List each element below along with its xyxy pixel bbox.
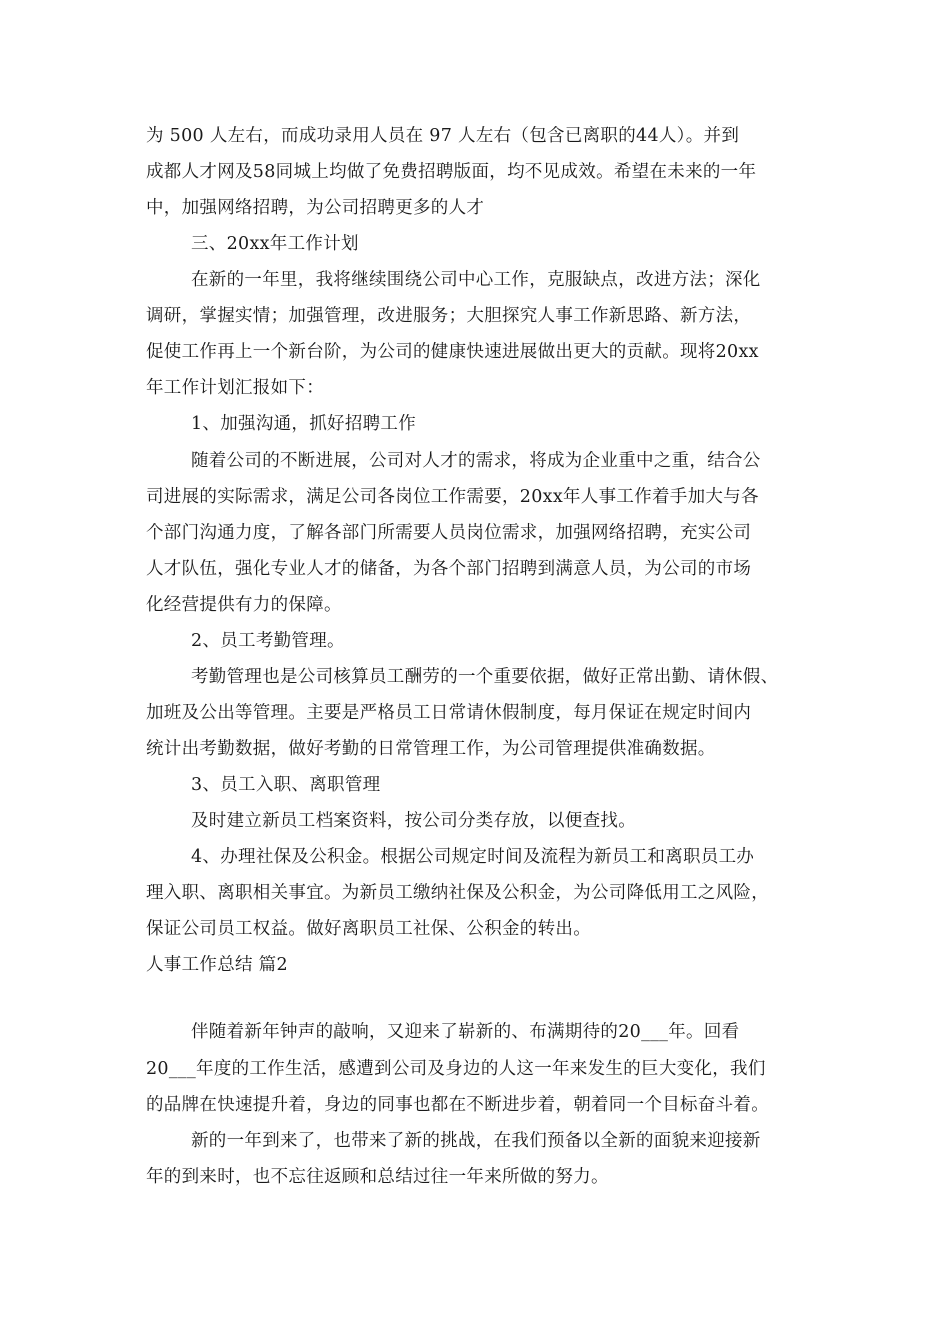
text-line: 为 500 人左右，而成功录用人员在 97 人左右（包含已离职的44人）。并到 xyxy=(146,126,740,146)
text-line: 新的一年到来了，也带来了新的挑战，在我们预备以全新的面貌来迎接新 xyxy=(191,1131,761,1151)
text-line: 人才队伍，强化专业人才的储备，为各个部门招聘到满意人员，为公司的市场 xyxy=(146,559,752,579)
text-line: 年的到来时，也不忘往返顾和总结过往一年来所做的努力。 xyxy=(146,1167,609,1187)
text-line: 促使工作再上一个新台阶，为公司的健康快速进展做出更大的贡献。现将20xx xyxy=(146,342,759,362)
text-line: 加班及公出等管理。主要是严格员工日常请休假制度，每月保证在规定时间内 xyxy=(146,703,752,723)
item-heading: 1、加强沟通，抓好招聘工作 xyxy=(191,414,417,434)
item-heading: 2、员工考勤管理。 xyxy=(191,631,345,651)
text-line: 20___年度的工作生活，感遭到公司及身边的人这一年来发生的巨大变化，我们 xyxy=(146,1059,766,1079)
text-line: 理入职、离职相关事宜。为新员工缴纳社保及公积金，为公司降低用工之风险， xyxy=(146,883,769,903)
text-line: 年工作计划汇报如下： xyxy=(146,378,324,398)
text-line: 4、办理社保及公积金。根据公司规定时间及流程为新员工和离职员工办 xyxy=(191,847,755,867)
text-line: 化经营提供有力的保障。 xyxy=(146,595,342,615)
text-line: 调研，掌握实情；加强管理，改进服务；大胆探究人事工作新思路、新方法， xyxy=(146,306,752,326)
text-line: 中，加强网络招聘，为公司招聘更多的人才 xyxy=(146,198,485,218)
text-line: 成都人才网及58同城上均做了免费招聘版面，均不见成效。希望在未来的一年 xyxy=(146,162,757,182)
text-line: 统计出考勤数据，做好考勤的日常管理工作，为公司管理提供准确数据。 xyxy=(146,739,716,759)
text-line: 司进展的实际需求，满足公司各岗位工作需要，20xx年人事工作着手加大与各 xyxy=(146,487,759,507)
text-line: 考勤管理也是公司核算员工酬劳的一个重要依据，做好正常出勤、请休假、 xyxy=(191,667,779,687)
text-line: 随着公司的不断进展，公司对人才的需求，将成为企业重中之重，结合公 xyxy=(191,451,761,471)
text-line: 及时建立新员工档案资料，按公司分类存放，以便查找。 xyxy=(191,811,636,831)
text-line: 在新的一年里，我将继续围绕公司中心工作，克服缺点，改进方法；深化 xyxy=(191,270,761,290)
section-title: 人事工作总结 篇2 xyxy=(146,955,288,975)
item-heading: 3、员工入职、离职管理 xyxy=(191,775,381,795)
text-line: 的品牌在快速提升着，身边的同事也都在不断进步着，朝着同一个目标奋斗着。 xyxy=(146,1095,769,1115)
text-line: 个部门沟通力度，了解各部门所需要人员岗位需求，加强网络招聘，充实公司 xyxy=(146,523,752,543)
section-heading: 三、20xx年工作计划 xyxy=(191,234,359,254)
text-line: 保证公司员工权益。做好离职员工社保、公积金的转出。 xyxy=(146,919,591,939)
text-line: 伴随着新年钟声的敲响，又迎来了崭新的、布满期待的20___年。回看 xyxy=(191,1022,740,1042)
